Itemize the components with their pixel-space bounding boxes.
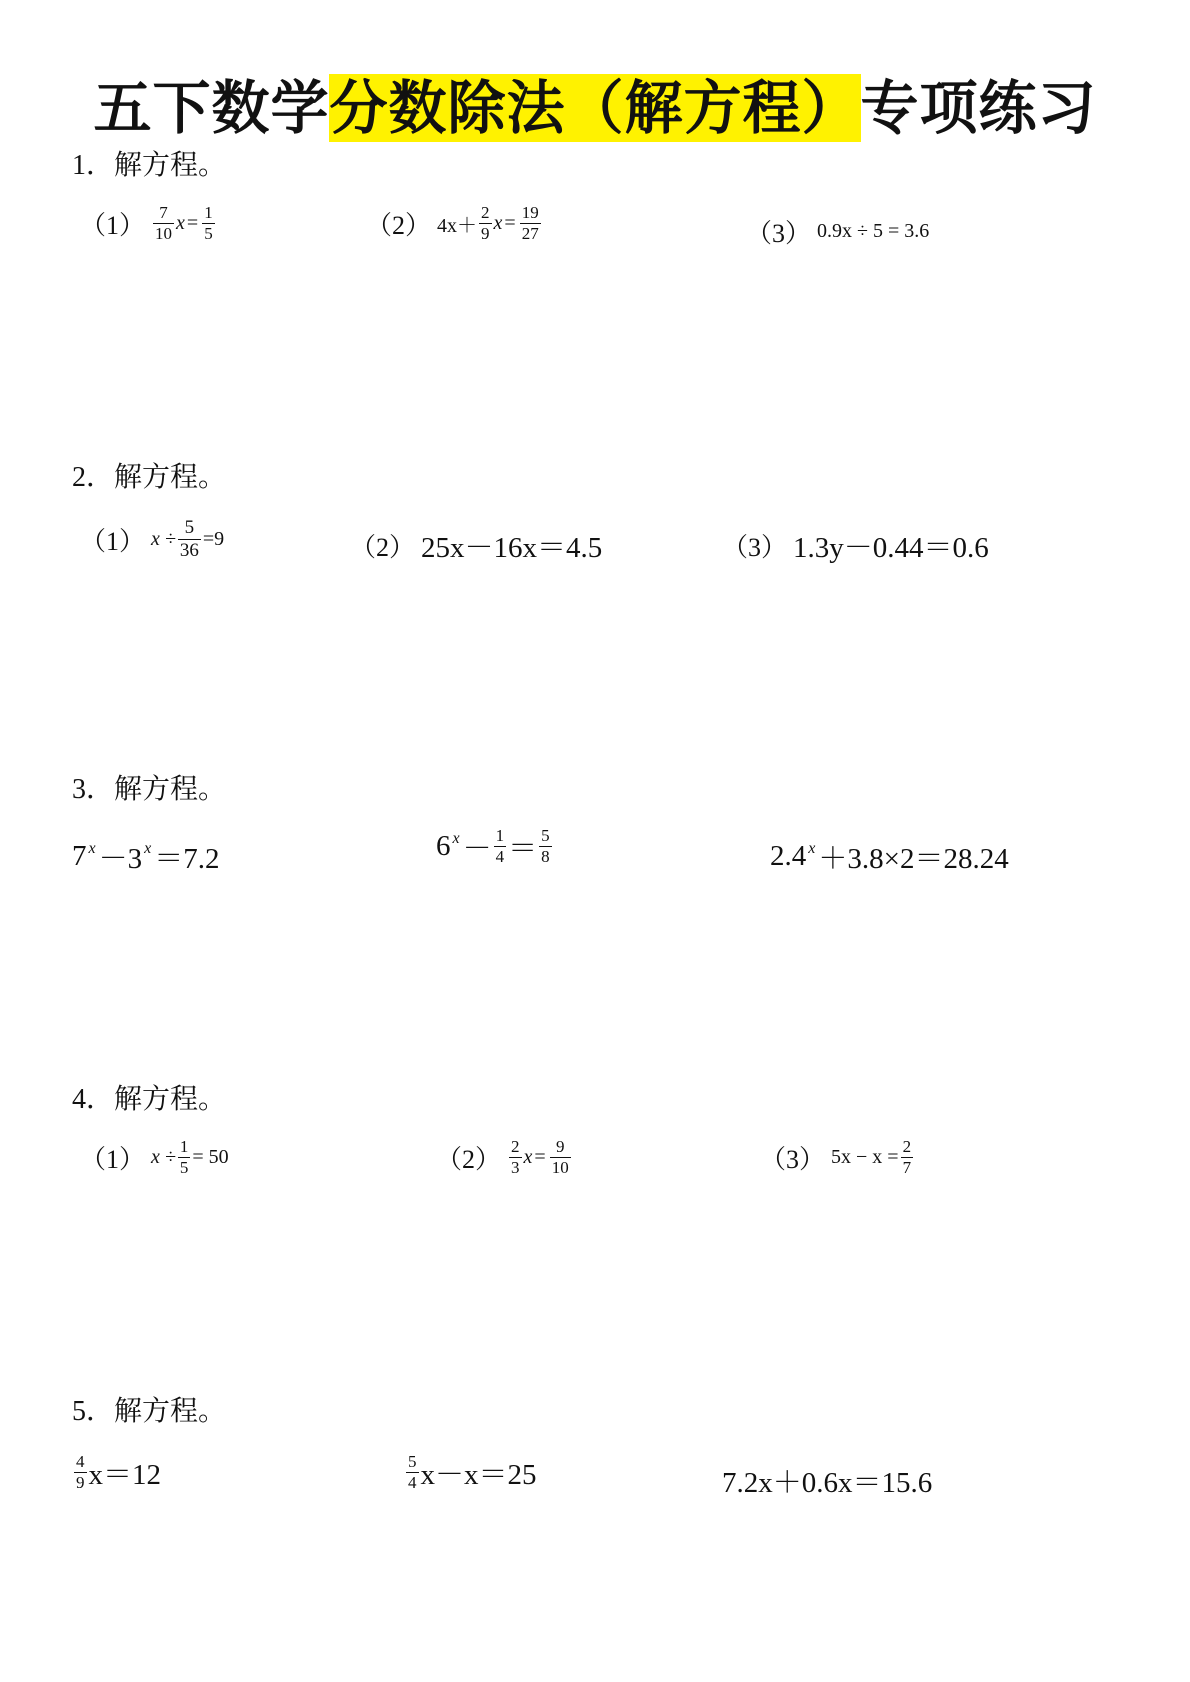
fraction: $\frac{9}{10}$ — [551, 1137, 569, 1177]
question-3-heading: 3．解方程。 — [72, 774, 227, 805]
question-5-heading: 5．解方程。 — [72, 1396, 227, 1427]
item-label: （3） — [760, 1144, 826, 1174]
fraction: $\frac{2}{9}$ — [481, 203, 490, 243]
title-part-1: 五下数学 — [93, 74, 330, 142]
item-label: （1） — [80, 526, 146, 556]
question-1-heading: 1．解方程。 — [72, 150, 227, 181]
item-label: （1） — [80, 210, 146, 240]
fraction: $\frac{19}{27}$ — [521, 203, 539, 243]
fraction: $\frac{7}{10}$ — [155, 203, 173, 243]
q4-equation-2: （2） $\frac{2}{3}$ x = $\frac{9}{10}$ — [436, 1137, 569, 1177]
q2-equation-2: （2） 25x－16x＝4.5 — [350, 525, 602, 566]
item-label: （2） — [350, 533, 416, 562]
item-label: （2） — [436, 1144, 502, 1174]
fraction: $\frac{5}{36}$ — [179, 517, 199, 561]
worksheet-title — [0, 68, 1190, 148]
q2-equation-1: （1） x ÷ $\frac{5}{36}$ =9 — [80, 517, 225, 561]
q5-equation-2: $\frac{5}{4}$ x－x＝25 — [408, 1452, 537, 1492]
q4-equation-1: （1） x ÷ $\frac{1}{5}$ = 50 — [80, 1137, 229, 1177]
fraction: $\frac{5}{4}$ — [408, 1452, 417, 1492]
item-label: （3） — [746, 219, 812, 248]
q1-equation-2: （2） 4x＋ $\frac{2}{9}$ x = $\frac{19}{27}$ — [366, 203, 539, 243]
q2-equation-3: （3） 1.3y－0.44＝0.6 — [722, 525, 989, 566]
q3-equation-3: 2.4 x ＋3.8×2＝28.24 — [770, 839, 1009, 875]
question-2-heading: 2．解方程。 — [72, 462, 227, 493]
fraction: $\frac{2}{7}$ — [902, 1137, 912, 1177]
item-label: （2） — [366, 210, 432, 240]
fraction: $\frac{2}{3}$ — [511, 1137, 520, 1177]
fraction: $\frac{4}{9}$ — [76, 1452, 85, 1492]
q1-equation-3: （3） 0.9x ÷ 5 = 3.6 — [746, 213, 929, 250]
q5-equation-1: $\frac{4}{9}$ x＝12 — [76, 1452, 162, 1492]
title-part-2: 专项练习 — [860, 74, 1097, 142]
title-highlight: 分数除法（解方程） — [329, 74, 861, 142]
q4-equation-3: （3） 5x − x = $\frac{2}{7}$ — [760, 1137, 912, 1177]
item-label: （3） — [722, 533, 788, 562]
item-label: （1） — [80, 1144, 146, 1174]
q1-equation-1: （1） $\frac{7}{10}$ x = $\frac{1}{5}$ — [80, 203, 213, 243]
q3-equation-2: 6 x － $\frac{1}{4}$ ＝ $\frac{5}{8}$ — [436, 826, 550, 866]
fraction: $\frac{1}{5}$ — [179, 1137, 189, 1177]
q3-equation-1: 7 x －3 x ＝7.2 — [72, 839, 220, 875]
fraction: $\frac{1}{4}$ — [495, 826, 505, 866]
fraction: $\frac{1}{5}$ — [204, 203, 213, 243]
fraction: $\frac{5}{8}$ — [541, 826, 550, 866]
q5-equation-3: 7.2x＋0.6x＝15.6 — [722, 1467, 933, 1499]
question-4-heading: 4．解方程。 — [72, 1084, 227, 1115]
